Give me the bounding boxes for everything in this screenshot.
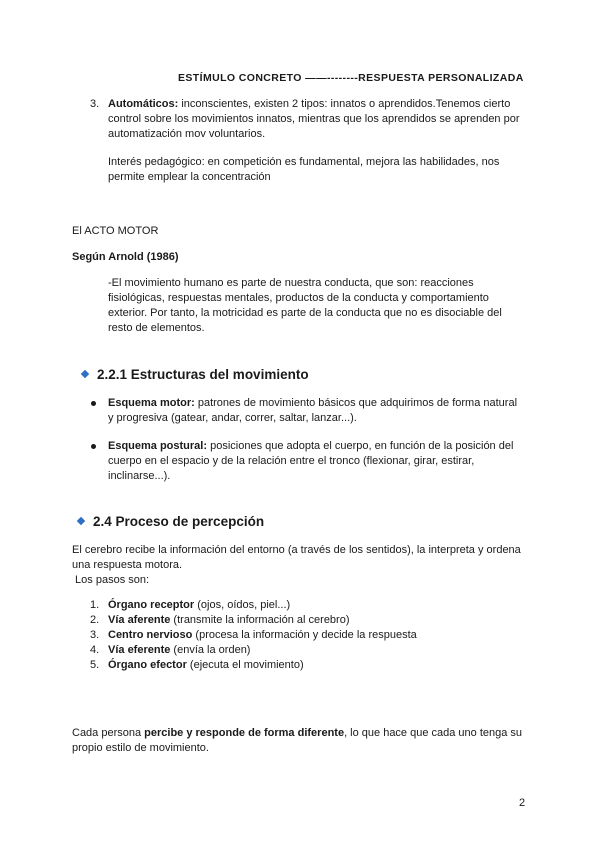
bullet-dot-icon	[91, 401, 96, 406]
step-2-number: 2.	[90, 614, 100, 626]
step-5	[108, 658, 304, 673]
steps-label: Los pasos son:	[72, 574, 150, 586]
diamond-bullet-icon	[77, 517, 85, 525]
section-24-heading-text: 2.4 Proceso de percepción	[93, 514, 265, 529]
quote-line3: exterior. Por tanto, la motricidad es parte de la conducta que no es disociable del	[108, 307, 502, 319]
closing-bold: percibe y responde de forma diferente	[144, 727, 345, 739]
closing-post: , lo que hace que cada uno tenga su	[344, 727, 523, 739]
section-24-intro-line1: El cerebro recibe la información del entorno (a través de los sentidos), la interpreta y ordena	[72, 544, 521, 556]
step-5-term: Órgano efector	[108, 659, 187, 671]
bullet-2-line2: cuerpo en el espacio y de la relación entre el tronco (flexionar, girar, estirar,	[108, 455, 475, 467]
bullet-2-line3: inclinarse...).	[108, 470, 171, 482]
bullet-1-term: Esquema motor:	[108, 397, 195, 409]
step-2-term: Vía aferente	[108, 614, 171, 626]
page-number: 2	[519, 797, 526, 809]
item-3-line1	[108, 97, 510, 112]
step-3	[108, 628, 417, 643]
section-24-heading	[78, 514, 264, 529]
bullet-1-line2: y progresiva (gatear, andar, correr, saltar, lanzar...).	[108, 412, 357, 424]
closing-pre: Cada persona	[72, 727, 145, 739]
step-1	[108, 598, 290, 613]
step-1-term: Órgano receptor	[108, 599, 195, 611]
diamond-bullet-icon	[81, 370, 89, 378]
step-2-desc: (transmite la información al cerebro)	[170, 614, 350, 626]
closing-line1	[72, 726, 522, 741]
step-3-term: Centro nervioso	[108, 629, 193, 641]
step-4-desc: (envía la orden)	[170, 644, 251, 656]
bullet-2-line1	[108, 439, 513, 454]
item-3-term: Automáticos:	[108, 98, 179, 110]
step-3-desc: (procesa la información y decide la respuesta	[192, 629, 417, 641]
bullet-2-text-1: posiciones que adopta el cuerpo, en función de la posición del	[207, 440, 514, 452]
item-3-number: 3.	[90, 98, 100, 110]
bullet-2-term: Esquema postural:	[108, 440, 208, 452]
interest-line1: Interés pedagógico: en competición es fundamental, mejora las habilidades, nos	[108, 156, 500, 168]
acto-motor-title: El ACTO MOTOR	[72, 225, 159, 237]
item-3-text-1: inconscientes, existen 2 tipos: innatos o aprendidos.Tenemos cierto	[178, 98, 511, 110]
step-3-number: 3.	[90, 629, 100, 641]
closing-line2: propio estilo de movimiento.	[72, 742, 209, 754]
step-4-term: Vía eferente	[108, 644, 171, 656]
item-3-line3: automatización mov voluntarios.	[108, 128, 266, 140]
quote-line2: fisiológicas, respuestas mentales, productos de la conducta y comportamiento	[108, 292, 489, 304]
section-24-intro-line2: una respuesta motora.	[72, 559, 183, 571]
section-221-heading-text: 2.2.1 Estructuras del movimiento	[97, 367, 309, 382]
quote-line1: -El movimiento humano es parte de nuestra conducta, que son: reacciones	[108, 277, 474, 289]
step-5-desc: (ejecuta el movimiento)	[186, 659, 304, 671]
acto-motor-author: Según Arnold (1986)	[72, 251, 179, 263]
page-header-title: ESTÍMULO CONCRETO ——--------RESPUESTA PERSONALIZADA	[178, 72, 524, 84]
step-5-number: 5.	[90, 659, 100, 671]
bullet-1-line1	[108, 396, 517, 411]
step-1-desc: (ojos, oídos, piel...)	[194, 599, 291, 611]
bullet-1-text-1: patrones de movimiento básicos que adquirimos de forma natural	[194, 397, 518, 409]
bullet-dot-icon	[91, 444, 96, 449]
interest-line2: permite emplear la concentración	[108, 171, 271, 183]
section-221-heading	[82, 367, 309, 382]
step-2	[108, 613, 350, 628]
step-4	[108, 643, 250, 658]
step-1-number: 1.	[90, 599, 100, 611]
step-4-number: 4.	[90, 644, 100, 656]
quote-line4: resto de elementos.	[108, 322, 205, 334]
item-3-line2: control sobre los movimientos innatos, mientras que los aprendidos se aprenden por	[108, 113, 520, 125]
